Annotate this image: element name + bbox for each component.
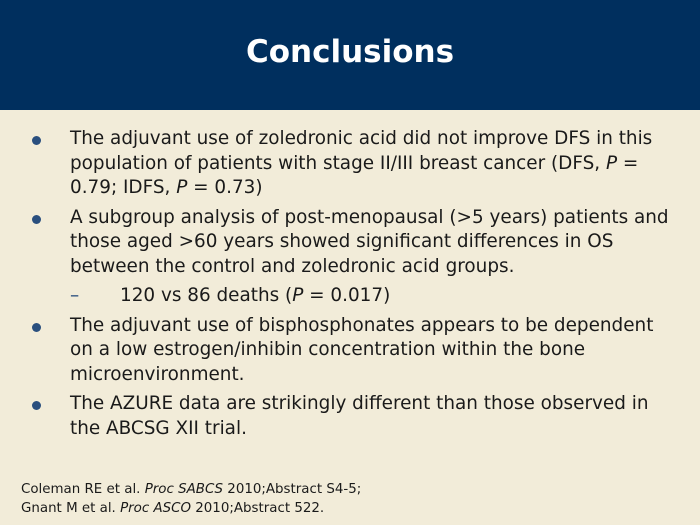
bullet-text: The AZURE data are strikingly different than those observed in the ABCSG XII trial. xyxy=(70,393,649,439)
reference-journal: Proc SABCS xyxy=(144,482,224,497)
bullet-text-segment: The adjuvant use of zoledronic acid did not improve DFS in this population of patients with stage II/III breast cancer (DFS, xyxy=(70,128,653,174)
title-bar xyxy=(0,0,700,110)
bullet-item xyxy=(32,314,682,388)
reference-line xyxy=(21,480,361,499)
sub-bullet-text xyxy=(120,285,390,306)
bullet-item xyxy=(32,127,682,201)
sub-bullet-item xyxy=(70,284,682,309)
p-value-label: P xyxy=(605,152,618,174)
reference-authors: Gnant M et al. xyxy=(21,501,121,516)
bullet-text: A subgroup analysis of post-menopausal (>5 years) patients and those aged >60 years showed significant differences in OS between the control and zoledronic acid groups. xyxy=(70,206,669,277)
bullet-dot-icon xyxy=(32,323,41,332)
dash-icon: – xyxy=(70,285,80,306)
bullet-item xyxy=(32,206,682,280)
bullet-item xyxy=(32,392,682,441)
slide-title: Conclusions xyxy=(245,34,455,70)
references xyxy=(21,480,361,518)
bullet-dot-icon xyxy=(32,215,41,224)
bullet-text-segment: = 0.73) xyxy=(187,177,263,198)
sub-bullet-text-segment: = 0.017) xyxy=(303,285,391,306)
reference-authors: Coleman RE et al. xyxy=(21,482,145,497)
conclusions-list xyxy=(32,127,682,446)
reference-journal: Proc ASCO xyxy=(120,501,192,516)
bullet-text-segment: = 0.79; IDFS, xyxy=(70,152,639,198)
bullet-text xyxy=(70,127,682,201)
p-value-label: P xyxy=(176,177,188,198)
bullet-dot-icon xyxy=(32,136,41,145)
reference-line xyxy=(21,499,361,518)
reference-details: 2010;Abstract 522. xyxy=(191,501,325,516)
bullet-text: The adjuvant use of bisphosphonates appears to be dependent on a low estrogen/inhibin concentration within the bone microenvironment. xyxy=(70,314,654,385)
bullet-dot-icon xyxy=(32,401,41,410)
sub-bullet-text-segment: 120 vs 86 deaths ( xyxy=(120,285,293,306)
reference-details: 2010;Abstract S4-5; xyxy=(223,482,362,497)
p-value-label: P xyxy=(292,285,304,306)
